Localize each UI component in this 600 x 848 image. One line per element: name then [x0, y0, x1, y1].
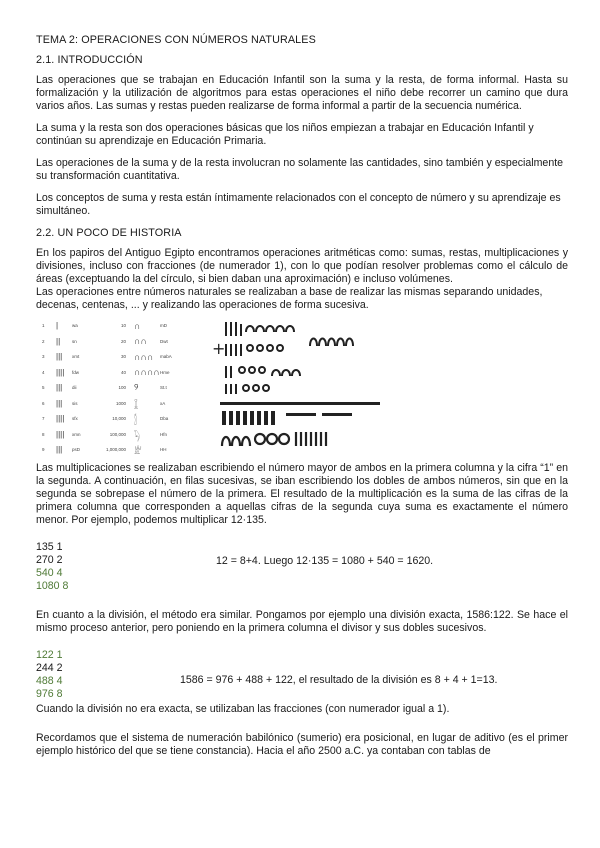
- numeral-row: [42, 396, 200, 412]
- numeral-glyph: ||: [56, 336, 61, 346]
- numeral-symbol: 𓆼: [134, 399, 139, 410]
- numeral-row: [42, 334, 200, 350]
- numeral-row: [42, 349, 200, 365]
- paragraph: Cuando la división no era exacta, se utilizaban las fracciones (con numerador igual a 1).: [36, 703, 450, 715]
- numeral-value: 7: [42, 416, 45, 422]
- numeral-symbol: 𓁨: [134, 446, 142, 457]
- numeral-translit: HH: [160, 447, 167, 453]
- numeral-word: sis: [72, 400, 78, 406]
- numeral-word: xmn: [72, 431, 81, 437]
- numeral-translit: Dba: [160, 416, 169, 422]
- numeral-translit: xA: [160, 400, 166, 406]
- numeral-value-large: 40: [120, 369, 126, 375]
- numeral-symbol: ∩: [134, 320, 141, 331]
- numeral-symbol: 𓆐: [134, 430, 140, 441]
- numeral-word: xmt: [72, 354, 80, 360]
- mult-row: 270 2: [36, 554, 63, 566]
- numeral-symbol: ∩∩: [134, 336, 147, 347]
- numeral-row: [42, 411, 200, 427]
- numeral-value-large: 100: [118, 385, 126, 391]
- numeral-glyph: |: [56, 321, 59, 331]
- numeral-word: sn: [72, 338, 77, 344]
- svg-text:+: +: [212, 339, 226, 358]
- multiplication-columns: [36, 541, 68, 593]
- numeral-row: [42, 318, 200, 334]
- div-row: 244 2: [36, 662, 63, 674]
- paragraph: Recordamos que el sistema de numeración babilónico (sumerio) era posicional, en lugar de aditivo (es el primer ejemplo histórico del que se tiene constancia). Hacia el año 2500 a.C. ya contaban con tablas de: [36, 732, 568, 757]
- numeral-value: 4: [42, 369, 45, 375]
- numeral-value-large: 10,000: [112, 416, 126, 422]
- numeral-row: [42, 365, 200, 381]
- numeral-word: sfx: [72, 416, 78, 422]
- numeral-value: 3: [42, 354, 45, 360]
- numeral-row: [42, 442, 200, 458]
- multiplication-result: 12 = 8+4. Luego 12·135 = 1080 + 540 = 1620.: [216, 555, 434, 567]
- numeral-symbol: 𓂭: [134, 415, 138, 426]
- numeral-glyph: ||||: [56, 429, 65, 439]
- mult-row: 135 1: [36, 541, 63, 553]
- div-row-selected: 488 4: [36, 675, 63, 687]
- div-row-selected: 976 8: [36, 688, 63, 700]
- numeral-translit: St.t: [160, 385, 167, 391]
- paragraph: La suma y la resta son dos operaciones básicas que los niños empiezan a trabajar en Educación Infantil y continúan su aprendizaje en Educación Primaria.: [36, 122, 534, 147]
- paragraph: En cuanto a la división, el método era similar. Pongamos por ejemplo una división exacta, 1586:122. Se hace el mismo proceso anterior, pero poniendo en la primera columna el divisor y sus dobles sucesivos.: [36, 609, 568, 634]
- numeral-value-large: 20: [120, 338, 126, 344]
- division-result: 1586 = 976 + 488 + 122, el resultado de la división es 8 + 4 + 1=13.: [180, 674, 498, 686]
- document-title: TEMA 2: OPERACIONES CON NÚMEROS NATURALES: [36, 34, 316, 46]
- numeral-value: 9: [42, 447, 45, 453]
- numeral-glyph: ||||: [56, 367, 65, 377]
- numeral-value: 8: [42, 431, 45, 437]
- paragraph: En los papiros del Antiguo Egipto encontramos operaciones aritméticas como: sumas, restas, multiplicaciones y divisiones, incluso con fracciones (de numerador 1), con lo que podían resolver problemas como el cálculo de áreas (exceptuando la del círculo, si bien daban una aproximación) e incluso volúmenes.: [36, 247, 568, 285]
- numeral-symbol: ∩∩∩∩: [134, 367, 160, 378]
- numeral-glyph: |||: [56, 398, 63, 408]
- egyptian-numeral-table: [42, 318, 200, 458]
- numeral-value: 5: [42, 385, 45, 391]
- paragraph: Las multiplicaciones se realizaban escribiendo el número mayor de ambos en la primera columna y la cifra “1” en la segunda. A continuación, en filas sucesivas, se iban escribiendo los dobles de ambos números, sin que en la segunda se sobrepase el número de la primera. El resultado de la multiplicación es la suma de las cifras de la primera columna que corresponden a aquellas cifras de la segunda cuya suma es exactamente el número menor. Por ejemplo, podemos multiplicar 12·135.: [36, 462, 568, 526]
- numeral-translit: mD: [160, 323, 167, 329]
- division-columns: [36, 649, 63, 701]
- numeral-translit: mabA: [160, 354, 172, 360]
- numeral-row: [42, 380, 200, 396]
- numeral-translit: Hfn: [160, 431, 168, 437]
- numeral-word: dii: [72, 385, 77, 391]
- egyptian-numerals-figure: [36, 316, 568, 456]
- numeral-value: 2: [42, 338, 45, 344]
- numeral-value-large: 100,000: [109, 431, 126, 437]
- hieroglyphic-addition-image: [212, 318, 392, 452]
- numeral-value-large: 30: [120, 354, 126, 360]
- mult-row-selected: 540 4: [36, 567, 63, 579]
- paragraph: Las operaciones que se trabajan en Educación Infantil son la suma y la resta, de forma informal. Hasta su formalización y la utilización de algoritmos para estas operaciones el niño debe recorrer un camino que dura varios años. Las sumas y restas pueden realizarse de forma informal a partir de la secuencia numérica.: [36, 74, 568, 112]
- numeral-glyph: |||: [56, 352, 63, 362]
- numeral-translit: Hme: [160, 369, 170, 375]
- division-example: [36, 649, 568, 701]
- numeral-row: [42, 427, 200, 443]
- numeral-symbol: ∩∩∩: [134, 351, 154, 362]
- section-heading-historia: 2.2. UN POCO DE HISTORIA: [36, 227, 182, 239]
- numeral-value-large: 10: [120, 323, 126, 329]
- multiplication-example: [36, 541, 568, 593]
- numeral-glyph: |||: [56, 445, 63, 455]
- paragraph: Los conceptos de suma y resta están íntimamente relacionados con el concepto de número y su aprendizaje es simultáneo.: [36, 192, 561, 217]
- numeral-glyph: ||||: [56, 414, 65, 424]
- numeral-word: fdw: [72, 369, 80, 375]
- section-heading-introduccion: 2.1. INTRODUCCIÓN: [36, 54, 143, 66]
- numeral-translit: Dwt: [160, 338, 168, 344]
- numeral-symbol: ୨: [134, 382, 139, 393]
- numeral-value-large: 1,000,000: [105, 447, 126, 453]
- paragraph: Las operaciones entre números naturales se realizaban a base de realizar las mismas separando unidades, decenas, centenas, ... y realizando las operaciones de forma sucesiva.: [36, 286, 543, 311]
- numeral-word: psD: [72, 447, 81, 453]
- numeral-glyph: |||: [56, 383, 63, 393]
- div-row-selected: 122 1: [36, 649, 63, 661]
- numeral-value-large: 1000: [115, 400, 126, 406]
- mult-row-selected: 1080 8: [36, 580, 69, 592]
- numeral-value: 1: [42, 323, 45, 329]
- numeral-word: wa: [72, 323, 78, 329]
- numeral-value: 6: [42, 400, 45, 406]
- document-page: [36, 34, 568, 767]
- paragraph: Las operaciones de la suma y de la resta involucran no solamente las cantidades, sino también y especialmente su transformación cuantitativa.: [36, 157, 564, 182]
